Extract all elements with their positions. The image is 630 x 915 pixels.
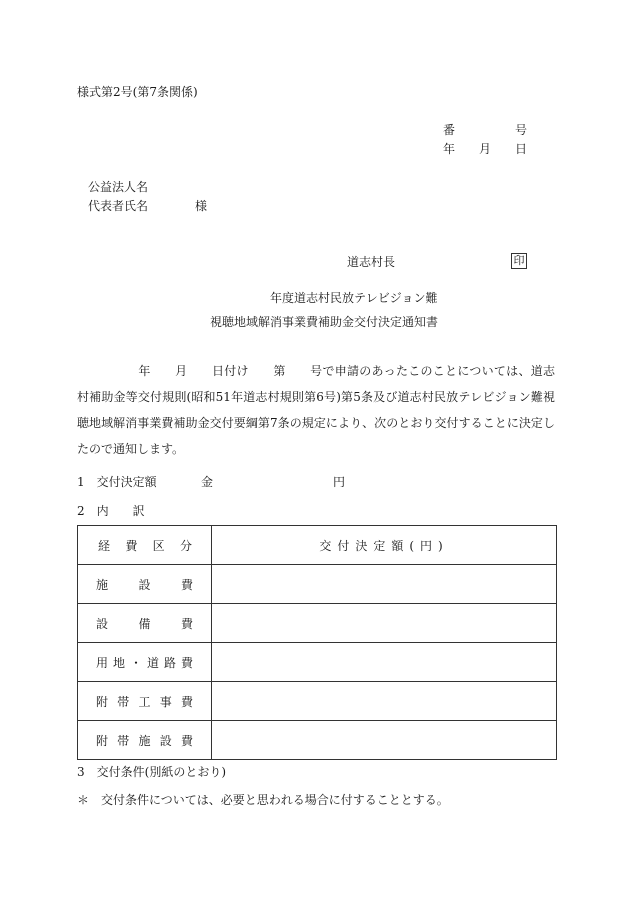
doc-title-line1: 年度道志村民放テレビジョン難 bbox=[270, 291, 438, 305]
row-category: 用地・道路費 bbox=[78, 643, 212, 682]
header-amount: 交付決定額(円) bbox=[212, 526, 557, 565]
row-amount[interactable] bbox=[212, 565, 557, 604]
table-header-row bbox=[78, 526, 557, 565]
header-category: 経費区分 bbox=[78, 526, 212, 565]
recipient-sama: 様 bbox=[195, 199, 208, 213]
body-paragraph: 年 月 日付け 第 号で申請のあったこのことについては、道志村補助金等交付規則(昭和51年道志村規則第6号)第5条及び道志村民放テレビジョン難視聴地域解消事業費補助金交付要綱第7条の規定により、次のとおり交付することに決定したので通知します。 bbox=[77, 364, 555, 456]
item1-kin: 金 bbox=[201, 475, 214, 489]
breakdown-table bbox=[77, 525, 557, 760]
issuer-title: 道志村長 bbox=[347, 255, 396, 269]
row-amount[interactable] bbox=[212, 604, 557, 643]
table-row bbox=[78, 721, 557, 760]
row-category: 附帯工事費 bbox=[78, 682, 212, 721]
item1-label: 1 交付決定額 bbox=[77, 475, 157, 489]
date-year: 年 bbox=[443, 142, 456, 156]
item2-label: 2 内 訳 bbox=[77, 504, 145, 518]
seal-stamp: 印 bbox=[511, 253, 527, 269]
doc-title-line2: 視聴地域解消事業費補助金交付決定通知書 bbox=[210, 315, 439, 329]
table-row bbox=[78, 643, 557, 682]
recipient-rep-name: 代表者氏名 bbox=[88, 199, 149, 213]
row-amount[interactable] bbox=[212, 721, 557, 760]
row-category: 附帯施設費 bbox=[78, 721, 212, 760]
item1-yen: 円 bbox=[333, 475, 346, 489]
row-amount[interactable] bbox=[212, 643, 557, 682]
row-category: 設備費 bbox=[78, 604, 212, 643]
table-row bbox=[78, 682, 557, 721]
form-label: 様式第2号(第7条関係) bbox=[77, 85, 198, 99]
number-ban: 番 bbox=[443, 123, 456, 137]
table-row bbox=[78, 565, 557, 604]
note-text: ＊ 交付条件については、必要と思われる場合に付することとする。 bbox=[77, 793, 449, 807]
number-go: 号 bbox=[515, 123, 528, 137]
date-month: 月 bbox=[479, 142, 492, 156]
table-row bbox=[78, 604, 557, 643]
date-day: 日 bbox=[515, 142, 528, 156]
item3-label: 3 交付条件(別紙のとおり) bbox=[77, 765, 226, 779]
recipient-corp-name: 公益法人名 bbox=[88, 180, 149, 194]
row-amount[interactable] bbox=[212, 682, 557, 721]
row-category: 施設費 bbox=[78, 565, 212, 604]
